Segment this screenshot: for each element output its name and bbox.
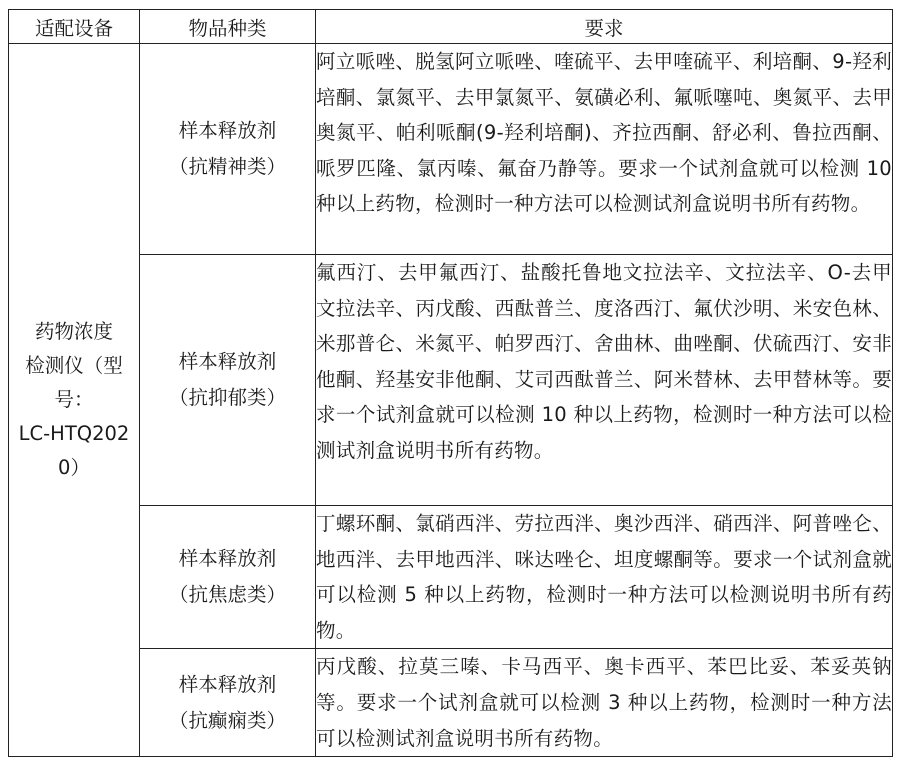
table-row bbox=[9, 649, 893, 757]
device-line: 药物浓度 bbox=[34, 320, 113, 344]
header-requirement: 要求 bbox=[316, 10, 893, 44]
requirement-cell: 丁螺环酮、氯硝西泮、劳拉西泮、奥沙西泮、硝西泮、阿普唑仑、地西泮、去甲地西泮、咪达唑仑、坦度螺酮等。要求一个试剂盒就可以检测 5 种以上药物，检测时一种方法可以检测说明书所有药物。 bbox=[316, 506, 893, 649]
header-row bbox=[9, 10, 893, 44]
table-row bbox=[9, 506, 893, 649]
category-cell bbox=[140, 506, 316, 649]
table-row bbox=[9, 44, 893, 255]
category-name: 样本释放剂 bbox=[178, 672, 277, 696]
device-model: LC-HTQ202 bbox=[18, 422, 130, 446]
category-cell bbox=[140, 44, 316, 255]
device-line: 0） bbox=[58, 456, 90, 480]
header-category: 物品种类 bbox=[140, 10, 316, 44]
header-device: 适配设备 bbox=[9, 10, 140, 44]
category-name: 样本释放剂 bbox=[178, 350, 277, 373]
category-type: （抗精神类） bbox=[168, 155, 286, 178]
device-line: 检测仪（型 bbox=[25, 354, 123, 378]
category-cell bbox=[140, 649, 316, 757]
requirement-cell: 丙戊酸、拉莫三嗪、卡马西平、奥卡西平、苯巴比妥、苯妥英钠等。要求一个试剂盒就可以检测 3 种以上药物，检测时一种方法可以检测试剂盒说明书所有药物。 bbox=[316, 649, 893, 757]
category-type: （抗焦虑类） bbox=[168, 583, 286, 607]
category-name: 样本释放剂 bbox=[178, 119, 277, 142]
requirement-cell: 阿立哌唑、脱氢阿立哌唑、喹硫平、去甲喹硫平、利培酮、9-羟利培酮、氯氮平、去甲氯氮平、氨磺必利、氟哌噻吨、奥氮平、去甲奥氮平、帕利哌酮(9-羟利培酮)、齐拉西酮、舒必利、鲁拉西酮、哌罗匹隆、氯丙嗪、氟奋乃静等。要求一个试剂盒就可以检测 10 种以上药物，检测时一种方法可以检测试剂盒说明书所有药物。 bbox=[316, 44, 893, 255]
device-line: 号： bbox=[54, 388, 94, 412]
requirement-cell: 氟西汀、去甲氟西汀、盐酸托鲁地文拉法辛、文拉法辛、O-去甲文拉法辛、丙戊酸、西酞普兰、度洛西汀、氟伏沙明、米安色林、米那普仑、米氮平、帕罗西汀、舍曲林、曲唑酮、伏硫西汀、安非他酮、羟基安非他酮、艾司西酞普兰、阿米替林、去甲替林等。要求一个试剂盒就可以检测 10 种以上药物，检测时一种方法可以检测试剂盒说明书所有药物。 bbox=[316, 255, 893, 506]
category-cell bbox=[140, 255, 316, 506]
category-name: 样本释放剂 bbox=[178, 547, 277, 571]
device-cell bbox=[9, 44, 140, 757]
category-type: （抗抑郁类） bbox=[168, 386, 286, 409]
category-type: （抗癫痫类） bbox=[168, 708, 286, 732]
drug-requirements-table bbox=[8, 9, 893, 757]
table-row bbox=[9, 255, 893, 506]
